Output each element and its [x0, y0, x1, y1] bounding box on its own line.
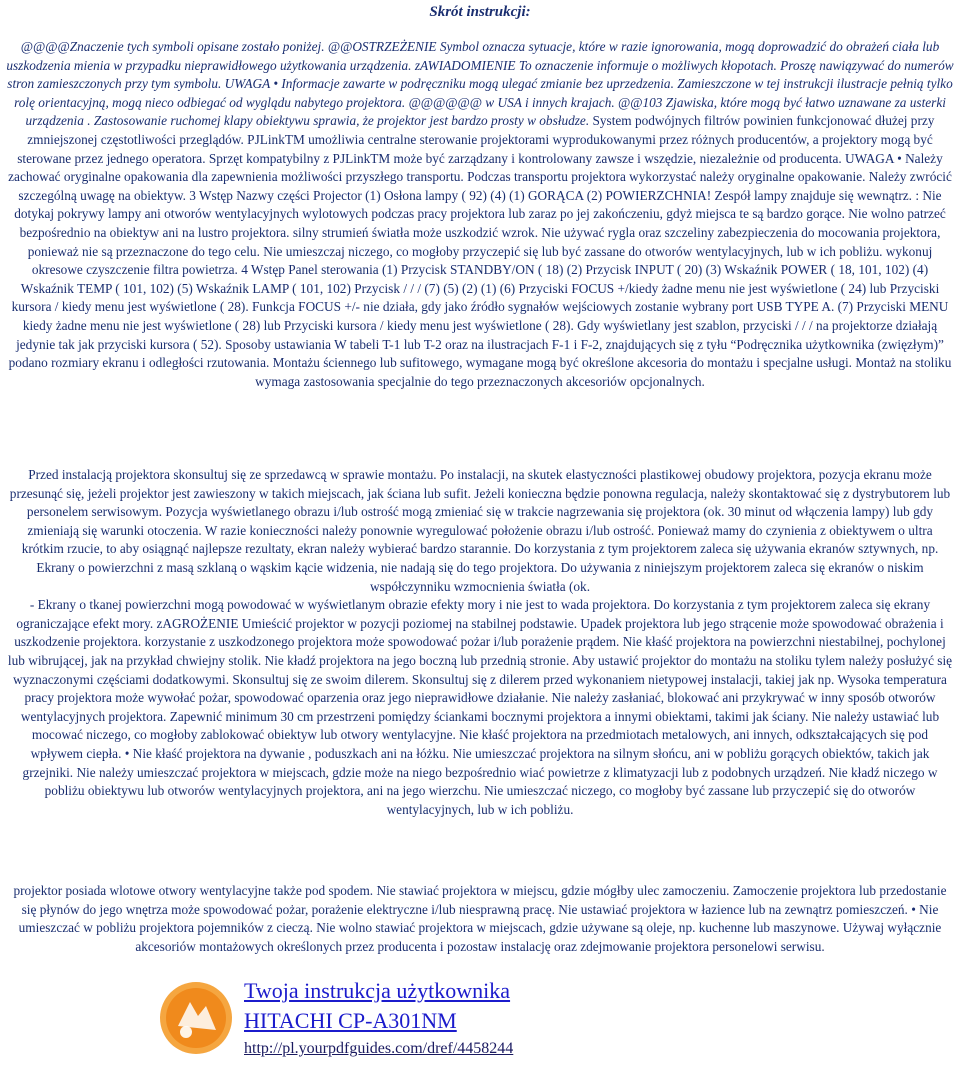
intro-continued-text: System podwójnych filtrów powinien funkcjonować dłużej przy zmniejszonej częstotliwości przeglądów. PJLinkTM umożliwia centralne sterowanie projektorami wyprodukowanymi przez różnych producentów, a projektory mogą być sterowane przez jednego operatora. Sprzęt kompatybilny z PJLinkTM może być zarządzany i kontrolowany zawsze i wszędzie, niezależnie od producenta. UWAGA • Należy zachować oryginalne opakowania dla zapewnienia możliwości przyszłego transportu. Podczas transportu projektora wykorzystać należy oryginalne opakowanie. Należy zwrócić szczególną uwagę na obiektyw. 3 Wstęp Nazwy części Projector (1) Osłona lampy ( 92) (4) (1) GORĄCA (2) POWIERZCHNIA! Zespół lampy znajduje się wewnątrz. : Nie dotykaj pokrywy lampy ani otworów wentylacyjnych wylotowych podczas pracy projektora lub zaraz po jej zakończeniu, gdyż miejsca te są bardzo gorące. Nie wolno patrzeć bezpośrednio na obiektyw ani na lustro projektora. silny strumień światła może uszkodzić wzrok. Nie używać rygla oraz szczeliny zabezpieczenia do mocowania projektora, ponieważ nie są przeznaczone do tego celu. Nie umieszczaj niczego, co mogłoby przyczepić się lub być zassane do otworów wentylacyjnych, lub w ich pobliżu. wykonuj okresowe czyszczenie filtra powietrza. 4 Wstęp Panel sterowania (1) Przycisk STANDBY/ON ( 18) (2) Przycisk INPUT ( 20) (3) Wskaźnik POWER ( 18, 101, 102) (4) Wskaźnik TEMP ( 101, 102) (5) Wskaźnik LAMP ( 101, 102) Przycisk / / / (7) (5) (2) (1) (6) Przyciski FOCUS +/kiedy żadne menu nie jest wyświetlone ( 24) lub Przyciski kursora / kiedy menu jest wyświetlone ( 28). Funkcja FOCUS +/- nie działa, gdy jako źródło sygnałów wejściowych zostanie wybrany port USB TYPE A. (7) Przyciski MENU kiedy żadne menu nie jest wyświetlone ( 28) lub Przyciski kursora / kiedy menu jest wyświetlone ( 28). Gdy wyświetlany jest szablon, przyciski / / / na projektorze działają jedynie tak jak przyciski kursora ( 52). Sposoby ustawiania W tabeli T-1 lub T-2 oraz na ilustracjach F-1 i F-2, znajdujących się z tyłu “Podręcznika użytkownika (zwięzłym)” podano rozmiary ekranu i odległości rzutowania. Montażu ściennego lub sufitowego, wymagane mogą być określone akcesoria do montażu i specjalne usługi. Montaż na stoliku wymaga zastosowania specjalnie do tego przeznaczonych akcesoriów opcjonalnych. — [8, 113, 952, 389]
page-title: Skrót instrukcji: — [429, 4, 531, 20]
footer — [158, 976, 858, 1066]
manual-title-link[interactable]: Twoja instrukcja użytkownika — [244, 978, 511, 1003]
safety-paragraph: projektor posiada wlotowe otwory wentylacyjne także pod spodem. Nie stawiać projektora w miejscu, gdzie mógłby ulec zamoczeniu. Zamoczenie projektora lub przedostanie się płynów do jego wnętrza może spowodować pożar, porażenie elektryczne i/lub niesprawną pracę. Nie ustawiać projektora w łazience lub na zewnątrz pomieszczeń. • Nie umieszczać w pobliżu projektora pojemników z cieczą. Nie wolno stawiać projektora w miejscach, gdzie używane są oleje, np. kuchenne lub maszynowe. Używaj wyłącznie akcesoriów montażowych określonych przez producenta i pozostaw instalację oraz zdejmowanie projektora personelowi serwisu. — [13, 883, 947, 954]
intro-italic-text: @@@@Znaczenie tych symboli opisane zostało poniżej. @@OSTRZEŻENIE Symbol oznacza sytuacje, które w razie ignorowania, mogą doprowadzić do obrażeń ciała lub uszkodzenia mienia w przypadku nieprawidłowego użytkowania urządzenia. zAWIADOMIENIE To oznaczenie informuje o możliwych kłopotach. Proszę nawiązywać do numerów stron zamieszczonych przy tym symbolu. UWAGA • Informacje zawarte w podręczniku mogą ulegać zmianie bez uprzedzenia. Zamieszczone w tej instrukcji ilustracje pełnią tylko rolę orientacyjną, mogą nieco odbiegać od wyglądu nabytego projektora. @@@@@@ w USA i innych krajach. @@103 Zjawiska, które mogą być łatwo uznawane za usterki urządzenia . Zastosowanie ruchomej klapy obiektywu sprawia, że projektor jest bardzo prosty w obsłudze. — [6, 39, 954, 129]
installation-paragraph: Przed instalacją projektora skonsultuj się ze sprzedawcą w sprawie montażu. Po instalacji, na skutek elastyczności plastikowej obudowy projektora, pozycja ekranu może przesunąć się, jeżeli projektor jest zawieszony w takich miejscach, jak ściana lub sufit. Jeżeli konieczna będzie ponowna regulacja, należy skontaktować się z dystrybutorem lub personelem serwisowym. Pozycja wyświetlanego obrazu i/lub ostrość mogą zmieniać się w trakcie nagrzewania się projektora (ok. 30 minut od włączenia lampy) lub gdy zmieniają się warunki otoczenia. W razie konieczności należy ponownie wyregulować położenie obrazu i/lub ostrość. Ponieważ mamy do czynienia z obiektywem o ultra krótkim rzucie, to aby osiągnąć najlepsze rezultaty, ekran należy wybierać bardzo starannie. Do korzystania z tym projektorem zaleca się używania ekranów sztywnych, np. Ekrany o powierzchni z masą szklaną o wąskim kącie widzenia, nie nadają się do tego projektora. Do używania z niniejszym projektorem zaleca się ekranów o niskim współczynniku wzmocnienia światła (ok. - Ekrany o tkanej powierzchni mogą powodować w wyświetlanym obrazie efekty mory i nie jest to wada projektora. Do korzystania z tym projektorem zaleca się ekrany ograniczające efekt mory. zAGROŻENIE Umieścić projektor w pozycji poziomej na stabilnej podstawie. Upadek projektora lub jego strącenie może spowodować obrażenia i uszkodzenie projektora. korzystanie z uszkodzonego projektora może spowodować pożar i/lub porażenie prądem. Nie kłaść projektora na powierzchni niestabilnej, pochylonej lub wibrującej, jak na przykład chwiejny stolik. Nie kładź projektora na jego boczną lub przednią stronie. Aby ustawić projektor do montażu na stoliku tylem należy posłużyć się wyznaczonymi częściami dodatkowymi. Skonsultuj się ze swoim dilerem. Skonsultuj się z dilerem przed wykonaniem nietypowej instalacji, takiej jak np. Wysoka temperatura pracy projektora może wywołać pożar, spowodować oparzenia oraz jego nieprawidłowe działanie. Nie należy zasłaniać, blokować ani przykrywać w inny sposób otworów wentylacyjnych projektora. Zapewnić minimum 30 cm przestrzeni pomiędzy ściankami bocznymi projektora a innymi obiektami, takimi jak ściany. Nie należy ustawiać lub mocować niczego, co mogłoby zablokować obiektyw lub otwory wentylacyjne. Nie kłaść projektora na przedmiotach metalowych, ani innych, odkształcających się pod wpływem ciepła. • Nie kłaść projektora na dywanie , poduszkach ani na łóżku. Nie umieszczać projektora na silnym słońcu, ani w pobliżu gorących obiektów, takich jak grzejniki. Nie należy umieszczać projektora w miejscach, gdzie może na niego bezpośrednio wiać powietrze z klimatyzacji lub z podobnych urządzeń. Nie kładź niczego w pobliżu obiektywu lub otworów wentylacyjnych projektora, ani na jego wierzchu. Nie umieszczać niczego, co mogłoby być zassane lub przyczepić się do otworów wentylacyjnych, lub w ich pobliżu. — [7, 467, 953, 817]
model-link[interactable]: HITACHI CP-A301NM — [244, 1008, 457, 1033]
manual-url-link[interactable]: http://pl.yourpdfguides.com/dref/4458244 — [244, 1040, 514, 1057]
manual-links — [244, 976, 513, 1062]
manual-logo-icon — [158, 980, 234, 1056]
intro-paragraph — [5, 38, 955, 391]
